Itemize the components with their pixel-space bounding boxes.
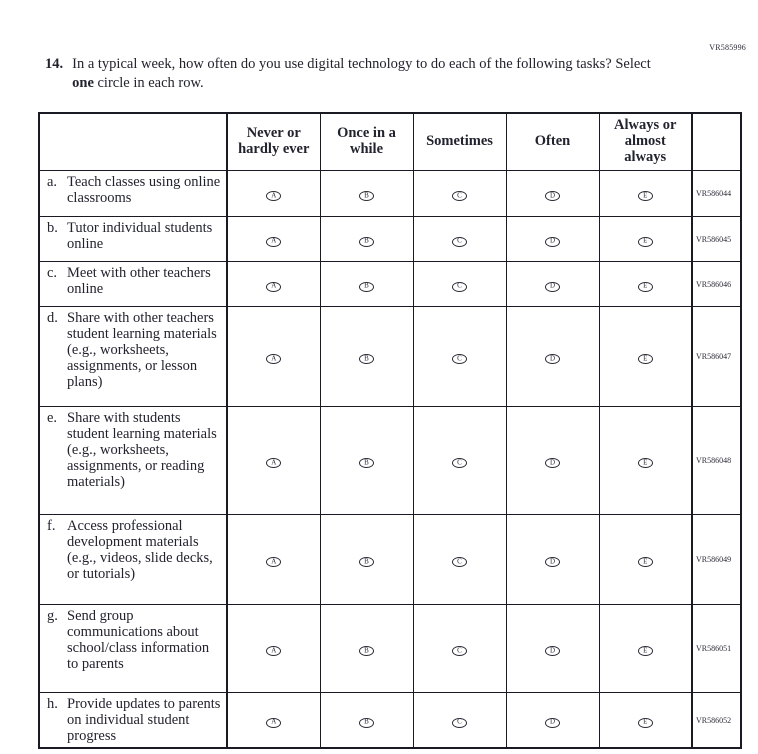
option-letter: A bbox=[271, 458, 277, 466]
option-cell bbox=[227, 693, 320, 749]
option-cell bbox=[413, 262, 506, 307]
option-bubble-c[interactable] bbox=[452, 557, 467, 567]
option-bubble-e[interactable] bbox=[638, 237, 653, 247]
row-letter: f. bbox=[47, 518, 56, 534]
option-bubble-c[interactable] bbox=[452, 718, 467, 728]
option-cell bbox=[506, 407, 599, 515]
question-text-part2: circle in each row. bbox=[93, 75, 204, 92]
option-cell bbox=[227, 171, 320, 217]
option-cell bbox=[227, 515, 320, 605]
option-bubble-e[interactable] bbox=[638, 557, 653, 567]
option-bubble-a[interactable] bbox=[266, 354, 281, 364]
option-bubble-a[interactable] bbox=[266, 718, 281, 728]
row-label-cell bbox=[39, 171, 227, 217]
row-code: VR586051 bbox=[692, 605, 741, 693]
row-label-cell bbox=[39, 515, 227, 605]
row-label: Send group communications about school/class information to parents bbox=[67, 608, 210, 672]
table-row bbox=[39, 171, 741, 217]
option-letter: D bbox=[549, 458, 556, 466]
option-cell bbox=[413, 515, 506, 605]
row-label: Share with students student learning materials (e.g., worksheets, assignments, or reading materials) bbox=[67, 410, 217, 490]
option-letter: E bbox=[643, 458, 648, 466]
option-bubble-b[interactable] bbox=[359, 282, 374, 292]
option-cell bbox=[599, 307, 692, 407]
option-letter: B bbox=[364, 191, 369, 199]
row-letter: b. bbox=[47, 220, 58, 236]
option-letter: E bbox=[643, 236, 648, 245]
option-cell bbox=[599, 515, 692, 605]
question-block bbox=[45, 55, 657, 93]
column-header-sometimes: Sometimes bbox=[413, 113, 506, 171]
row-letter: d. bbox=[47, 310, 58, 326]
option-bubble-e[interactable] bbox=[638, 458, 653, 468]
option-letter: B bbox=[364, 458, 369, 466]
question-number: 14. bbox=[45, 56, 64, 72]
survey-table-body bbox=[39, 171, 741, 749]
table-row bbox=[39, 605, 741, 693]
option-bubble-e[interactable] bbox=[638, 354, 653, 364]
row-code: VR586044 bbox=[692, 171, 741, 217]
option-letter: A bbox=[271, 281, 277, 290]
option-letter: B bbox=[364, 646, 369, 654]
row-label-cell bbox=[39, 307, 227, 407]
option-letter: C bbox=[457, 717, 462, 726]
option-bubble-a[interactable] bbox=[266, 557, 281, 567]
option-letter: E bbox=[643, 354, 648, 362]
row-code: VR586045 bbox=[692, 217, 741, 262]
option-letter: E bbox=[643, 557, 648, 565]
option-bubble-b[interactable] bbox=[359, 237, 374, 247]
option-cell bbox=[506, 307, 599, 407]
column-header-always: Always or almost always bbox=[599, 113, 692, 171]
option-bubble-b[interactable] bbox=[359, 354, 374, 364]
option-letter: D bbox=[549, 717, 556, 726]
option-bubble-a[interactable] bbox=[266, 191, 281, 201]
option-cell bbox=[227, 407, 320, 515]
table-row bbox=[39, 217, 741, 262]
option-bubble-c[interactable] bbox=[452, 458, 467, 468]
option-letter: A bbox=[271, 354, 277, 362]
option-bubble-d[interactable] bbox=[545, 718, 560, 728]
option-letter: C bbox=[457, 281, 462, 290]
option-bubble-d[interactable] bbox=[545, 237, 560, 247]
option-cell bbox=[599, 407, 692, 515]
option-cell bbox=[320, 262, 413, 307]
option-cell bbox=[599, 262, 692, 307]
row-code: VR586052 bbox=[692, 693, 741, 749]
option-cell bbox=[506, 693, 599, 749]
option-bubble-e[interactable] bbox=[638, 191, 653, 201]
option-letter: C bbox=[457, 354, 462, 362]
option-letter: C bbox=[457, 458, 462, 466]
question-text-part1: In a typical week, how often do you use digital technology to do each of the following tasks? Select bbox=[72, 56, 651, 72]
question-text-bold: one bbox=[72, 75, 94, 92]
option-bubble-c[interactable] bbox=[452, 237, 467, 247]
option-letter: C bbox=[457, 191, 462, 199]
form-code: VR585996 bbox=[709, 43, 746, 52]
header-row bbox=[39, 113, 741, 171]
option-letter: C bbox=[457, 557, 462, 565]
option-cell bbox=[506, 515, 599, 605]
option-bubble-d[interactable] bbox=[545, 191, 560, 201]
option-letter: D bbox=[549, 354, 556, 362]
row-label-cell bbox=[39, 407, 227, 515]
option-letter: A bbox=[271, 191, 277, 199]
option-cell bbox=[599, 217, 692, 262]
table-row bbox=[39, 515, 741, 605]
question-text bbox=[72, 55, 657, 93]
option-cell bbox=[413, 605, 506, 693]
row-label: Meet with other teachers online bbox=[67, 265, 211, 297]
option-cell bbox=[320, 693, 413, 749]
option-bubble-d[interactable] bbox=[545, 458, 560, 468]
option-letter: A bbox=[271, 557, 277, 565]
option-bubble-d[interactable] bbox=[545, 282, 560, 292]
row-label-cell bbox=[39, 605, 227, 693]
option-cell bbox=[227, 262, 320, 307]
option-bubble-c[interactable] bbox=[452, 646, 467, 656]
option-letter: A bbox=[271, 646, 277, 654]
option-bubble-b[interactable] bbox=[359, 557, 374, 567]
option-bubble-c[interactable] bbox=[452, 354, 467, 364]
option-bubble-d[interactable] bbox=[545, 354, 560, 364]
option-cell bbox=[599, 171, 692, 217]
row-code: VR586048 bbox=[692, 407, 741, 515]
option-cell bbox=[320, 515, 413, 605]
option-cell bbox=[413, 217, 506, 262]
option-letter: B bbox=[364, 557, 369, 565]
column-header-never: Never or hardly ever bbox=[227, 113, 320, 171]
option-letter: D bbox=[549, 236, 556, 245]
option-letter: D bbox=[549, 557, 556, 565]
option-cell bbox=[413, 407, 506, 515]
option-letter: A bbox=[271, 717, 277, 726]
row-letter: e. bbox=[47, 410, 58, 426]
option-cell bbox=[599, 693, 692, 749]
option-letter: B bbox=[364, 236, 369, 245]
option-bubble-e[interactable] bbox=[638, 282, 653, 292]
row-letter: a. bbox=[47, 174, 58, 190]
row-letter: c. bbox=[47, 265, 58, 281]
option-bubble-a[interactable] bbox=[266, 282, 281, 292]
option-cell bbox=[227, 217, 320, 262]
option-bubble-b[interactable] bbox=[359, 718, 374, 728]
option-letter: C bbox=[457, 236, 462, 245]
option-cell bbox=[320, 407, 413, 515]
option-cell bbox=[506, 217, 599, 262]
option-letter: A bbox=[271, 236, 277, 245]
option-cell bbox=[320, 605, 413, 693]
option-bubble-a[interactable] bbox=[266, 646, 281, 656]
option-cell bbox=[599, 605, 692, 693]
option-letter: E bbox=[643, 646, 648, 654]
row-label: Tutor individual students online bbox=[67, 220, 213, 252]
option-cell bbox=[413, 307, 506, 407]
table-row bbox=[39, 407, 741, 515]
row-label: Access professional development materials (e.g., videos, slide decks, or tutorials) bbox=[67, 518, 213, 582]
option-cell bbox=[413, 693, 506, 749]
option-bubble-a[interactable] bbox=[266, 458, 281, 468]
row-label: Provide updates to parents on individual student progress bbox=[67, 696, 221, 744]
option-bubble-c[interactable] bbox=[452, 282, 467, 292]
option-cell bbox=[506, 262, 599, 307]
header-code-cell bbox=[692, 113, 741, 171]
row-label-cell bbox=[39, 262, 227, 307]
option-letter: E bbox=[643, 191, 648, 199]
row-code: VR586046 bbox=[692, 262, 741, 307]
option-bubble-b[interactable] bbox=[359, 646, 374, 656]
option-bubble-e[interactable] bbox=[638, 718, 653, 728]
frequency-table bbox=[38, 112, 742, 749]
option-letter: E bbox=[643, 717, 648, 726]
option-cell bbox=[320, 217, 413, 262]
column-header-once: Once in a while bbox=[320, 113, 413, 171]
option-letter: D bbox=[549, 646, 556, 654]
row-label-cell bbox=[39, 217, 227, 262]
row-letter: h. bbox=[47, 696, 58, 712]
option-bubble-d[interactable] bbox=[545, 646, 560, 656]
option-letter: E bbox=[643, 281, 648, 290]
option-letter: D bbox=[549, 191, 556, 199]
table-row bbox=[39, 307, 741, 407]
option-cell bbox=[506, 171, 599, 217]
option-letter: B bbox=[364, 354, 369, 362]
option-letter: C bbox=[457, 646, 462, 654]
option-letter: B bbox=[364, 717, 369, 726]
row-code: VR586047 bbox=[692, 307, 741, 407]
column-header-often: Often bbox=[506, 113, 599, 171]
option-letter: B bbox=[364, 281, 369, 290]
row-label-cell bbox=[39, 693, 227, 749]
option-cell bbox=[506, 605, 599, 693]
option-cell bbox=[320, 171, 413, 217]
option-bubble-d[interactable] bbox=[545, 557, 560, 567]
option-cell bbox=[413, 171, 506, 217]
option-cell bbox=[320, 307, 413, 407]
option-bubble-b[interactable] bbox=[359, 191, 374, 201]
option-cell bbox=[227, 307, 320, 407]
option-letter: D bbox=[549, 281, 556, 290]
option-bubble-e[interactable] bbox=[638, 646, 653, 656]
header-blank-cell bbox=[39, 113, 227, 171]
table-row bbox=[39, 262, 741, 307]
option-cell bbox=[227, 605, 320, 693]
row-label: Share with other teachers student learning materials (e.g., worksheets, assignments, or lesson plans) bbox=[67, 310, 217, 390]
row-label: Teach classes using online classrooms bbox=[67, 174, 221, 206]
row-code: VR586049 bbox=[692, 515, 741, 605]
option-bubble-a[interactable] bbox=[266, 237, 281, 247]
table-row bbox=[39, 693, 741, 749]
option-bubble-b[interactable] bbox=[359, 458, 374, 468]
row-letter: g. bbox=[47, 608, 58, 624]
option-bubble-c[interactable] bbox=[452, 191, 467, 201]
